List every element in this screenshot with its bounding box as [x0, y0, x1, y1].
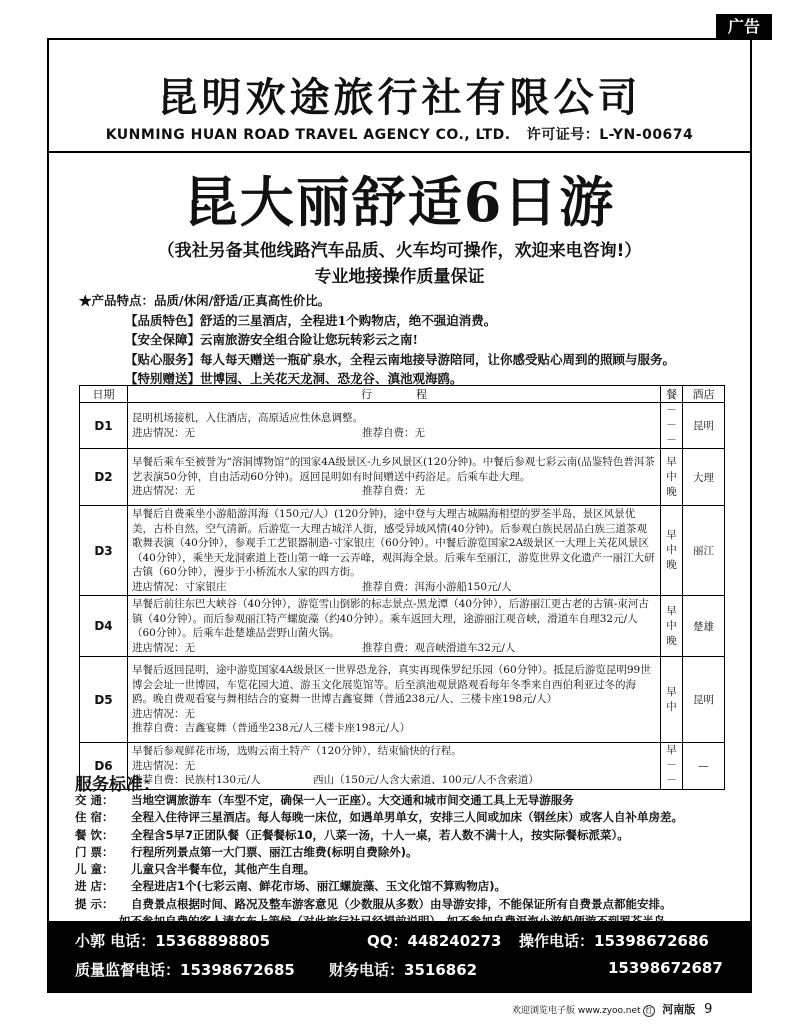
- feature-item: 【品质特色】舒适的三星酒店，全程进1个购物店，绝不强迫消费。: [125, 312, 497, 328]
- itinerary-table: [79, 385, 725, 790]
- ops-phone-2: 15398672687: [608, 959, 723, 977]
- header-divider: [49, 151, 750, 153]
- itinerary-row-d5: [80, 657, 725, 743]
- day-extra: 推荐自费：无: [362, 426, 425, 439]
- itinerary-row-d2: [80, 449, 725, 506]
- page-number: 9: [704, 1002, 713, 1017]
- tour-subtitle: （我社另备其他线路汽车品质、火车均可操作，欢迎来电咨询!）: [157, 241, 642, 261]
- tour-title: 昆大丽舒适6日游: [183, 170, 616, 234]
- day-extra: 推荐自费：无: [362, 485, 425, 498]
- day-extra: 推荐自费：洱海小游船150元/人: [362, 580, 512, 593]
- service-label: 进 店：: [75, 879, 114, 894]
- service-item: [75, 896, 683, 913]
- day-program: [128, 403, 661, 449]
- service-text: 自费景点根据时间、路况及整车游客意见（少数服从多数）由导游安排，不能保证所有自费景点都能安排。: [131, 896, 672, 911]
- day-meals: 早 中: [661, 657, 683, 743]
- contact-qc: 质量监督电话：15398672685: [75, 961, 295, 979]
- day-program: [128, 449, 661, 506]
- service-text: 全程入住待评三星酒店。每人每晚一床位，如遇单男单女，安排三人间或加床（钢丝床）或客人自补单房差。: [131, 810, 683, 825]
- product-features: [79, 291, 675, 389]
- day-description: 早餐后参观鲜花市场，选购云南土特产（120分钟），结束愉快的行程。: [132, 745, 462, 757]
- day-hotel: 大理: [683, 449, 725, 506]
- ops-phone-1: 15398672686: [594, 932, 709, 950]
- service-label: 交 通：: [75, 793, 114, 807]
- day-shopping: 进店情况：无: [132, 707, 195, 720]
- service-label: 提 示：: [75, 896, 114, 911]
- tour-tagline: 专业地接操作质量保证: [314, 267, 485, 287]
- header-date: 日期: [80, 386, 128, 403]
- day-shopping: 进店情况：无: [132, 485, 195, 498]
- day-description: 早餐后前往东巴大峡谷（40分钟），游览雪山倒影的标志景点-黑龙潭（40分钟），后游丽江更古老的古镇-束河古镇（40分钟）。而后参观丽江特产螺旋藻（约40分钟）。乘车返回大理，途游丽江观音峡，滑道车自理32元/人（60分钟）。后乘车赴楚雄品尝野山菌火锅。: [132, 598, 649, 639]
- page-footer: [512, 1001, 712, 1017]
- day-meals: 早 中 晚: [661, 506, 683, 596]
- edition-label: 河南版: [662, 1003, 696, 1016]
- service-label: 儿 童：: [75, 862, 114, 877]
- service-item: [75, 827, 683, 844]
- footer-website: 欢迎浏览电子版 www.zyoo.net: [512, 1006, 641, 1016]
- day-shopping: 进店情况：无: [132, 426, 195, 439]
- day-label: D1: [80, 403, 128, 449]
- day-program: [128, 596, 661, 657]
- day-description: 早餐后自费乘坐小游船游洱海（150元/人）(120分钟)，途中登与大理古城隔海相望的罗荃半岛，景区风景优美，古朴自然，空气清新。后游览一大理古城洋人街，感受异域风情(40分钟)。后参观白族民居品白族三道茶观歌舞表演（40分钟），参观手工艺银器制造-寸家银庄（60分钟）。中餐后游览国家2A级景区一大理上关花风景区（40分钟），乘坐天龙洞索道上苍山第一峰一云弄峰，观洱海全景。后乘车至丽江，游览世界文化遗产一丽江大研古镇（60分钟），漫步于小桥流水人家的四方街。: [132, 508, 655, 578]
- day-extra: 推荐自费：吉鑫宴舞（普通坐238元/人三楼卡座198元/人）: [132, 722, 411, 735]
- service-text: 儿童只含半餐车位，其他产生自理。: [131, 862, 315, 877]
- itinerary-row-d1: [80, 403, 725, 449]
- contact-bar: [49, 921, 750, 991]
- day-hotel: 昆明: [683, 403, 725, 449]
- contact-guo: 小郭 电话：15368898805: [75, 932, 271, 950]
- day-label: D5: [80, 657, 128, 743]
- company-english-name: KUNMING HUAN ROAD TRAVEL AGENCY CO., LTD.: [105, 127, 511, 143]
- finance-phone: 3516862: [404, 961, 478, 979]
- header-program: 行 程: [128, 386, 661, 403]
- services-list: [75, 792, 683, 930]
- company-english-line: [49, 124, 750, 144]
- day-description: 早餐后返回昆明，途中游览国家4A级景区一世界恐龙谷，真实再现侏罗纪乐园（60分钟）。抵昆后游览昆明99世博会会址一世博园，车览花园大道、游玉文化展览馆等。后至滇池观景路观看每年冬季来自西伯利亚过冬的海鸥。晚自费观看宴与舞相结合的宴舞一世博吉鑫宴舞（普通238元/人、三楼卡座198元/人）: [132, 664, 651, 706]
- day-meals: 早 － －: [661, 743, 683, 790]
- day-extra: 推荐自费：观音峡滑道车32元/人: [362, 641, 516, 654]
- newspaper-logo-icon: 红: [645, 1005, 654, 1015]
- day-description: 早餐后乘车至被誉为“溶洞博物馆”的国家4A级景区-九乡风景区(120分钟)。中餐后参观七彩云南(品鉴特色普洱茶艺表演50分钟，自由活动60分钟)。返回昆明如有时间赠送中药浴足。后乘车赴大理。: [132, 456, 655, 483]
- day-hotel: 楚雄: [683, 596, 725, 657]
- feature-item: 【特别赠送】世博园、上关花天龙洞、恐龙谷、滇池观海鸥。: [125, 371, 463, 386]
- service-label: 住 宿：: [75, 810, 114, 825]
- service-item: [75, 792, 683, 809]
- service-item: [75, 861, 683, 878]
- day-label: D4: [80, 596, 128, 657]
- service-label: 餐 饮：: [75, 827, 114, 842]
- license-number: 许可证号：L-YN-00674: [526, 127, 694, 143]
- day-description: 昆明机场接机，入住酒店，高原适应性休息调整。: [132, 412, 363, 424]
- day-program: [128, 657, 661, 743]
- service-item: [75, 809, 683, 826]
- itinerary-row-d6: [80, 743, 725, 790]
- service-item: [75, 844, 683, 861]
- features-lead: ★产品特点：品质/休闲/舒适/正真高性价比。: [79, 293, 331, 308]
- guo-phone: 15368898805: [155, 932, 271, 950]
- service-text: 全程含5早7正团队餐（正餐餐标10，八菜一汤，十人一桌，若人数不满十人，按实际餐标派菜）。: [131, 827, 629, 842]
- day-shopping: 进店情况：寸家银庄: [132, 580, 227, 593]
- contact-qq: QQ：448240273: [367, 932, 502, 950]
- contact-ops: 操作电话：15398672686: [519, 932, 709, 950]
- itinerary-row-d3: [80, 506, 725, 596]
- day-program: [128, 743, 661, 790]
- qq-number: 448240273: [407, 932, 502, 950]
- feature-item: 【贴心服务】每人每天赠送一瓶矿泉水，全程云南地接导游陪同，让你感受贴心周到的照顾与服务。: [125, 351, 676, 367]
- day-meals: － － －: [661, 403, 683, 449]
- day-hotel: 丽江: [683, 506, 725, 596]
- day-label: D3: [80, 506, 128, 596]
- day-hotel: 昆明: [683, 657, 725, 743]
- service-text: 行程所列景点第一大门票、丽江古维费(标明自费除外)。: [131, 844, 418, 859]
- day-shopping: 进店情况：无: [132, 759, 195, 772]
- header-hotel: 酒店: [683, 386, 725, 403]
- ad-frame: [47, 38, 752, 993]
- qc-phone: 15398672685: [180, 961, 295, 979]
- company-name: 昆明欢途旅行社有限公司: [157, 75, 642, 121]
- day-label: D2: [80, 449, 128, 506]
- day-program: [128, 506, 661, 596]
- service-label: 门 票：: [75, 844, 114, 859]
- services-title: 服务标准：: [75, 775, 160, 795]
- day-meals: 早 中 晚: [661, 596, 683, 657]
- day-label: D6: [80, 743, 128, 790]
- day-meals: 早 中 晚: [661, 449, 683, 506]
- day-shopping: 进店情况：无: [132, 641, 195, 654]
- header-meal: 餐: [661, 386, 683, 403]
- service-text: 当地空调旅游车（车型不定，确保一人一正座）。大交通和城市间交通工具上无导游服务: [131, 793, 574, 807]
- service-item: [75, 878, 683, 895]
- day-extra: 推荐自费：民族村130元/人 西山（150元/人含大索道、100元/人不含索道）: [132, 774, 539, 786]
- service-text: 全程进店1个(七彩云南、鲜花市场、丽江螺旋藻、玉文化馆不算购物店)。: [131, 879, 507, 894]
- itinerary-header-row: [80, 386, 725, 403]
- feature-item: 【安全保障】云南旅游安全组合险让您玩转彩云之南!: [125, 332, 418, 347]
- ad-label: 广告: [716, 14, 772, 40]
- itinerary-row-d4: [80, 596, 725, 657]
- contact-finance: 财务电话：3516862: [329, 961, 478, 979]
- day-hotel: —: [683, 743, 725, 790]
